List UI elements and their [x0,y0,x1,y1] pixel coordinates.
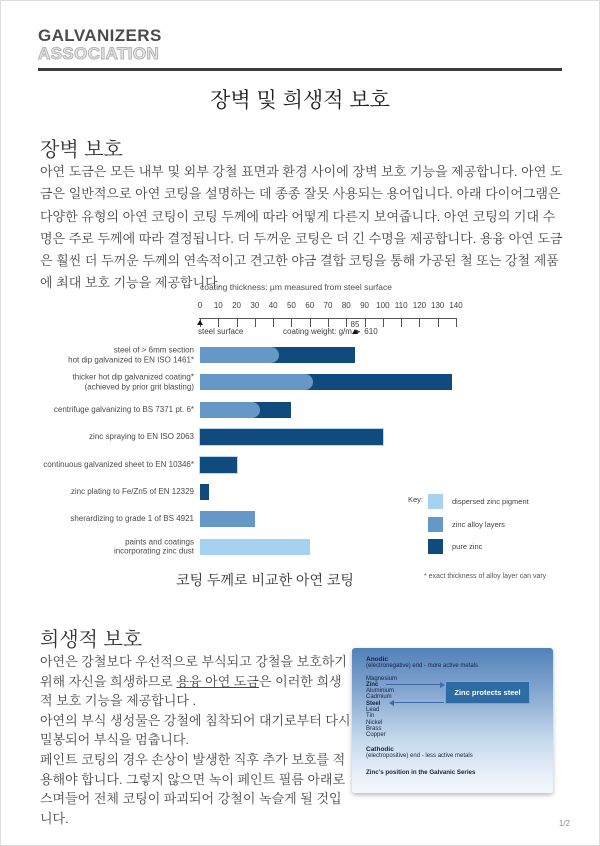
bar-label: zinc plating to Fe/Zn5 of EN 12329 [70,487,194,497]
tick-label: 50 [286,301,296,310]
galvanic-caption: Zinc's position in the Galvanic Series [366,769,476,777]
cathodic-title: Cathodic [366,745,394,753]
tick-label: 130 [431,301,445,310]
hot-dip-galvanizing-link[interactable]: 용융 아연 도금 [176,673,259,689]
chart-row [0,429,600,445]
chart-row [0,347,600,363]
sacrificial-section-body [40,652,354,828]
metal-item: Zinc [366,681,379,688]
tick-mark [237,319,238,327]
para1-before: 아연은 강철보다 우선적으로 부식되고 강철을 보호하기 위해 자신을 희생하므로 [40,654,347,689]
galvanic-series-panel [352,648,553,793]
tick-mark [310,319,311,327]
zinc-protects-steel-label: Zinc protects steel [454,688,521,697]
legend-swatch [428,539,443,554]
bar-label: zinc spraying to EN ISO 2063 [89,432,194,442]
logo-line1: GALVANIZERS [38,26,162,45]
steel-surface-marker-icon [197,320,203,325]
tick-label: 140 [449,301,463,310]
bar-label: paints and coatings incorporating zinc dust [113,537,194,556]
tick-label: 110 [394,301,408,310]
sacrificial-section-heading: 희생적 보호 [40,629,143,651]
barrier-section-heading: 장벽 보호 [40,139,123,161]
chart-row [0,374,600,390]
tick-label: 90 [360,301,370,310]
tick-label: 80 [341,301,351,310]
bar-segment-base [200,484,209,500]
tick-label: 30 [250,301,260,310]
chart-row [0,402,600,418]
chart-axis-title: coating thickness: μm measured from steel surface [200,282,392,292]
tick-label: 40 [268,301,278,310]
tick-label: 20 [232,301,242,310]
metal-item: Copper [366,732,386,739]
logo [38,27,162,62]
legend-swatch [428,494,443,509]
zinc-arrow [386,684,440,685]
tick-label: 120 [412,301,427,310]
tick-mark [291,319,292,327]
legend-label: pure zinc [452,542,483,551]
tick-label: 60 [305,301,315,310]
tick-mark [328,319,329,327]
logo-line2: ASSOCIATION [38,44,160,63]
tick-label: 10 [213,301,223,310]
tick-mark [419,319,420,327]
bar-label: centrifuge galvanizing to BS 7371 pt. 6* [53,405,194,414]
chart-footnote: * exact thickness of alloy layer can vary [424,573,547,580]
legend-label: dispersed zinc pigment [452,497,529,506]
anodic-title: Anodic [366,656,389,663]
metal-item: Nickel [366,719,383,726]
metal-item: Brass [366,726,382,733]
page-number: 1/2 [558,819,570,828]
legend-entry [428,539,529,554]
tick-mark [255,319,256,327]
tick-mark [401,319,402,327]
chart-legend [428,494,529,562]
tick-mark [346,319,347,327]
sacrificial-para-2: 아연의 부식 생성물은 강철에 침착되어 대기로부터 다시 밀봉되어 부식을 멈춥니다. [40,712,351,748]
bar-segment-overlay [200,347,279,363]
anodic-subtitle: (electronegative) end - more active metals [366,663,479,669]
chart-row [0,457,600,473]
metal-item: Lead [366,707,380,714]
sacrificial-para-3: 페인트 코팅의 경우 손상이 발생한 직후 추가 보호를 적용해야 합니다. 그렇지 않으면 녹이 페인트 필름 아래로 스며들어 전체 코팅이 파괴되어 강철이 녹슬게 될 것입니다. [40,751,346,826]
tick-mark [218,319,219,327]
chart-caption: 코팅 두께로 비교한 아연 코팅 [176,572,354,588]
para1-after: 은 이러한 희생적 보호 기능을 제공합니다 . [40,673,342,709]
tick-label: 0 [197,301,203,310]
bar-label: thicker hot dip galvanized coating* (achieved by prior grit blasting) [72,372,194,392]
bar-segment-overlay [200,374,313,390]
steel-arrow [393,702,444,703]
marker-85-label: 85 [350,319,360,329]
header-rule [38,68,562,71]
metal-item: Steel [366,700,381,707]
bar-label: continuous galvanized sheet to EN 10346* [43,459,194,469]
cathodic-subtitle: (electropositive) end - less active metals [366,752,473,759]
metal-item: Cadmium [366,694,392,701]
tick-mark [365,319,366,327]
sacrificial-para-1 [40,652,354,711]
legend-entry [428,494,529,509]
legend-label: zinc alloy layers [452,519,505,529]
steel-arrow-head-icon [389,700,394,706]
steel-surface-label: steel surface [198,327,244,336]
metal-item: Magnesium [366,675,398,682]
legend-swatch [428,517,443,532]
bar-segment-base [200,457,237,473]
tick-mark [383,319,384,327]
coating-weight-label: coating weight: g/m ► 610 [283,327,378,336]
tick-mark [438,319,439,327]
bar-label: steel of > 6mm section hot dip galvanized to EN ISO 1461* [68,345,194,364]
bar-segment-overlay [200,402,260,418]
metal-item: Tin [366,713,375,720]
bar-segment-base [200,429,383,445]
tick-label: 70 [323,301,333,310]
zinc-arrow-head-icon [440,682,445,688]
tick-mark [273,319,274,327]
page-title: 장벽 및 희생적 보호 [210,89,390,112]
coating-thickness-chart [0,280,600,595]
tick-label: 100 [376,301,390,310]
tick-mark [456,319,457,327]
bar-segment-base [200,511,255,527]
bar-segment-base [200,539,310,555]
zinc-protects-steel-box [445,681,530,704]
metal-item: Aluminium [366,688,395,695]
legend-title: Key: [408,495,424,504]
barrier-section-body: 아연 도금은 모든 내부 및 외부 강철 표면과 환경 사이에 장벽 보호 기능을 제공합니다. 아연 도금은 일반적으로 아연 코팅을 설명하는 데 종종 잘못 사용되는 용어입니다. 아래 다이어그램은 다양한 유형의 아연 코팅이 코팅 두께에 따라 어떻게 다른지 보여줍니다. 아연 코팅의 기대 수명은 주로 두께에 따라 결정됩니다. 더 두꺼운 코팅은 더 긴 수명을 제공합니다. 용융 아연 도금은 훨씬 더 두꺼운 두께의 연속적이고 견고한 야금 결합 코팅을 통해 가공된 철 또는 강철 제품에 최대 보호 기능을 제공합니다. [40,164,563,291]
legend-entry [428,517,529,532]
bar-label: sherardizing to grade 1 of BS 4921 [70,514,194,524]
marker-85-icon [352,329,358,334]
